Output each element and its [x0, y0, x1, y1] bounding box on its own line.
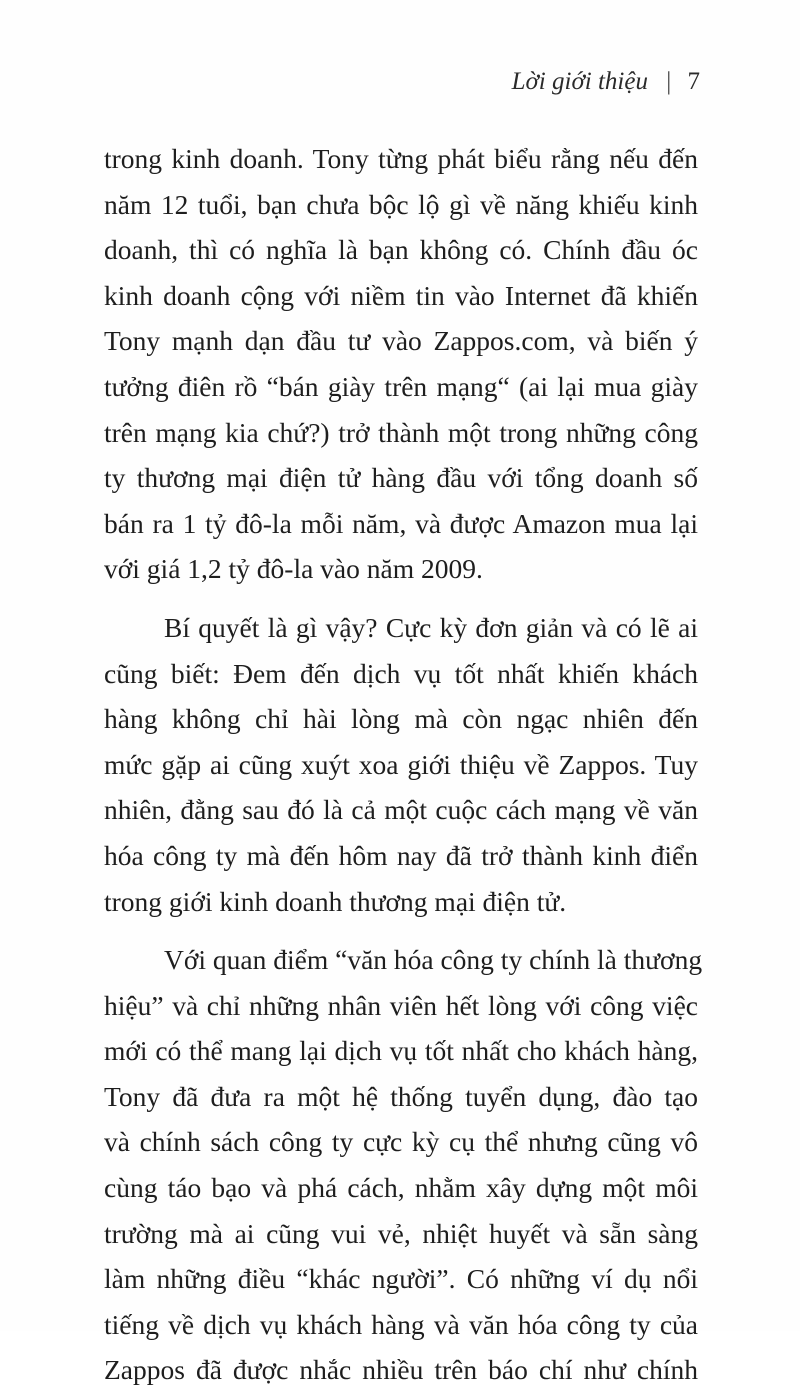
- text-line: cùng táo bạo và phá cách, nhằm xây dựng một môi: [104, 1172, 698, 1204]
- text-line: Với quan điểm “văn hóa công ty chính là thương: [164, 944, 703, 976]
- text-line: kinh doanh cộng với niềm tin vào Internet đã khiến: [104, 279, 698, 311]
- text-line: trong giới kinh doanh thương mại điện tử.: [104, 885, 567, 917]
- section-title: Lời giới thiệu: [511, 68, 648, 95]
- text-line: trên mạng kia chứ?) trở thành một trong những công: [104, 416, 698, 448]
- text-line: hóa công ty mà đến hôm nay đã trở thành kinh điển: [104, 839, 698, 871]
- paragraph-2: [104, 605, 698, 924]
- text-line: năm 12 tuổi, bạn chưa bộc lộ gì về năng khiếu kinh: [104, 188, 698, 220]
- text-line: bán ra 1 tỷ đô-la mỗi năm, và được Amazon mua lại: [104, 507, 698, 539]
- text-line: tưởng điên rồ “bán giày trên mạng“ (ai lại mua giày: [104, 370, 698, 402]
- header-separator: |: [666, 68, 672, 95]
- text-line: tiếng về dịch vụ khách hàng và văn hóa công ty của: [104, 1308, 698, 1340]
- page-number: 7: [687, 68, 700, 95]
- text-line: ty thương mại điện tử hàng đầu với tổng doanh số: [104, 462, 698, 494]
- text-line: doanh, thì có nghĩa là bạn không có. Chính đầu óc: [104, 234, 698, 266]
- text-line: và chính sách công ty cực kỳ cụ thể nhưng cũng vô: [104, 1126, 698, 1158]
- text-line: Bí quyết là gì vậy? Cực kỳ đơn giản và có lẽ ai: [164, 611, 698, 643]
- text-line: trong kinh doanh. Tony từng phát biểu rằng nếu đến: [104, 143, 698, 174]
- paragraph-3: [104, 937, 703, 1393]
- text-line: Zappos đã được nhắc nhiều trên báo chí như chính: [104, 1354, 698, 1386]
- text-line: nhiên, đằng sau đó là cả một cuộc cách mạng về văn: [104, 794, 698, 826]
- text-line: cũng biết: Đem đến dịch vụ tốt nhất khiến khách: [104, 657, 698, 689]
- text-line: mới có thể mang lại dịch vụ tốt nhất cho khách hàng,: [104, 1035, 698, 1067]
- body-text: [104, 136, 703, 1393]
- text-line: Tony đã đưa ra một hệ thống tuyển dụng, đào tạo: [104, 1080, 698, 1112]
- running-header: [512, 68, 700, 96]
- text-line: Tony mạnh dạn đầu tư vào Zappos.com, và biến ý: [104, 325, 698, 357]
- text-line: làm những điều “khác người”. Có những ví dụ nổi: [104, 1263, 698, 1295]
- text-line: hàng không chỉ hài lòng mà còn ngạc nhiên đến: [104, 703, 698, 735]
- text-line: mức gặp ai cũng xuýt xoa giới thiệu về Zappos. Tuy: [104, 748, 698, 780]
- text-line: hiệu” và chỉ những nhân viên hết lòng với công việc: [104, 989, 698, 1021]
- paragraph-1: [104, 136, 698, 592]
- text-line: với giá 1,2 tỷ đô-la vào năm 2009.: [104, 553, 483, 585]
- text-line: trường mà ai cũng vui vẻ, nhiệt huyết và sẵn sàng: [104, 1217, 698, 1249]
